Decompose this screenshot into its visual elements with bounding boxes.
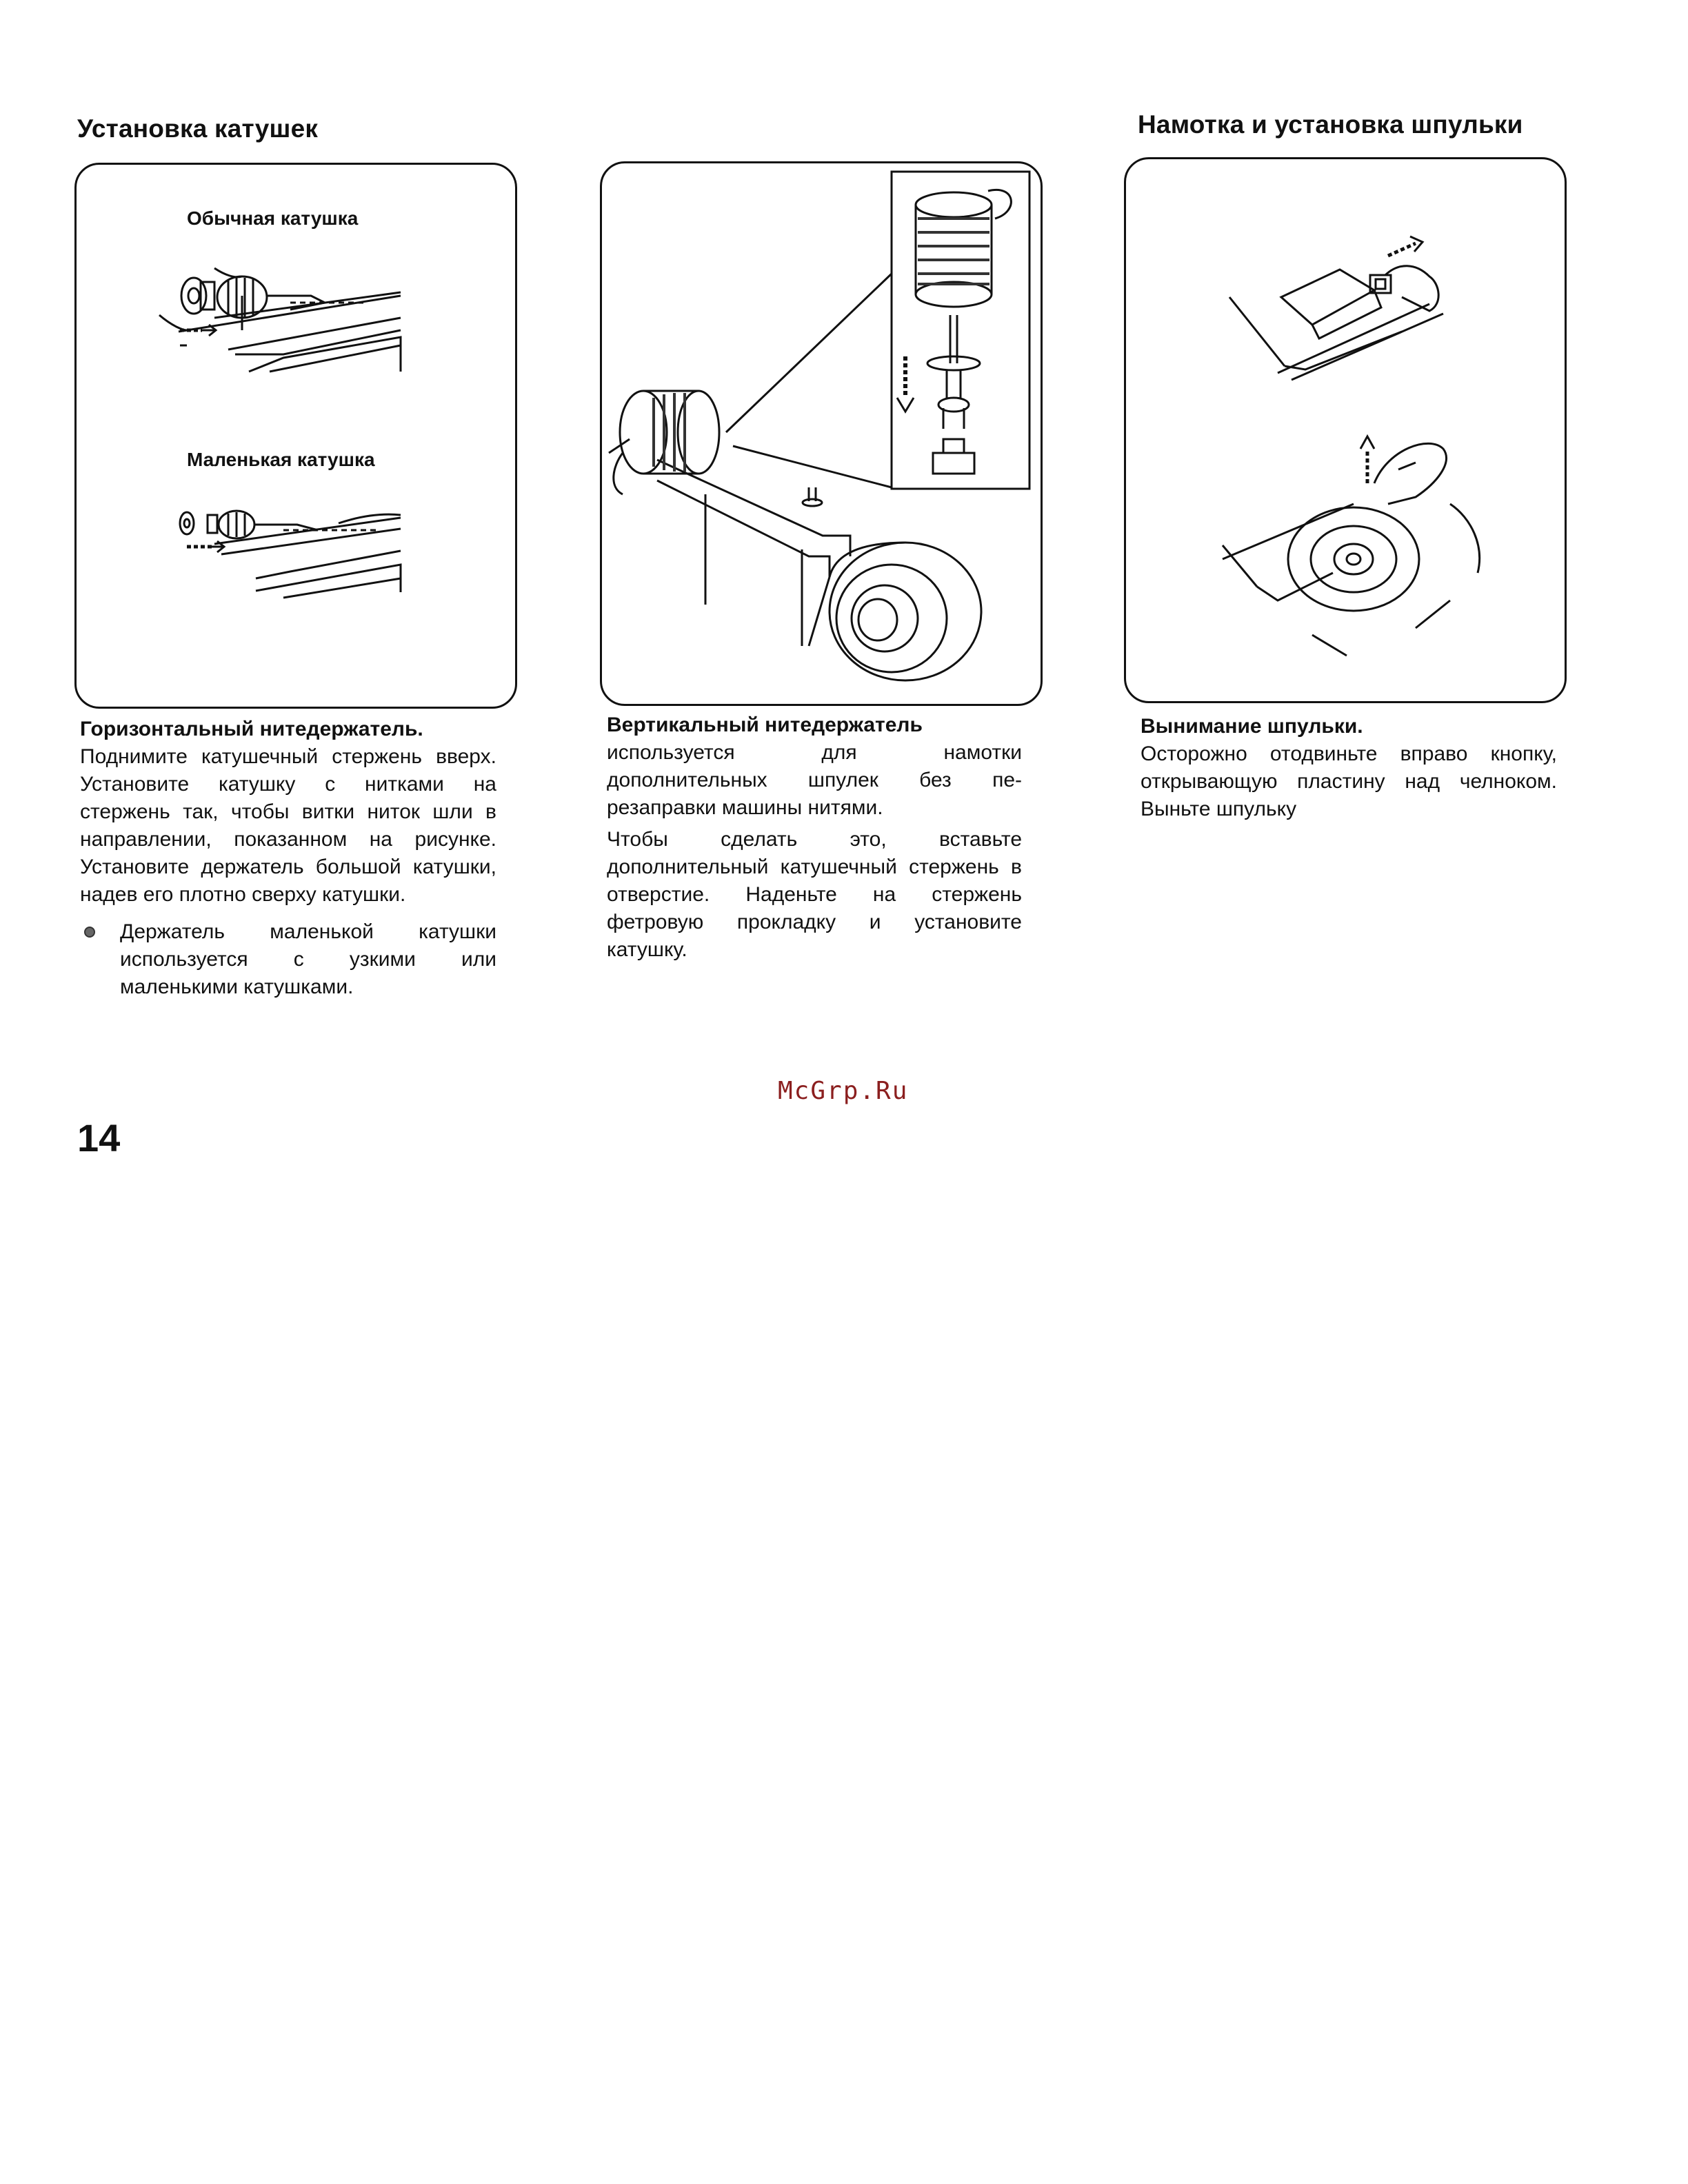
caption-normal-spool: Обычная катушка <box>187 208 359 229</box>
bullet-dot-icon <box>84 927 95 938</box>
bullet-text: Держатель маленькой катушки используется с узкими или маленькими катушками. <box>120 920 496 998</box>
text-column-middle <box>607 711 1022 964</box>
watermark: McGrp.Ru <box>778 1077 909 1105</box>
text-column-left <box>80 716 496 1001</box>
paragraph-vertical-holder-1: используется для намотки дополнительных шпулек без пе-резаправки машины нитями. <box>607 741 1022 819</box>
bullet-small-spool <box>80 918 496 1001</box>
page-number: 14 <box>77 1116 121 1160</box>
spool-illustrations <box>77 165 515 707</box>
bobbin-illustration <box>1126 159 1565 701</box>
figure-bobbin-removal <box>1124 157 1567 703</box>
section-title-spool-installation: Установка катушек <box>77 114 319 143</box>
paragraph-bobbin-removal: Осторожно отодвиньте вправо кнопку, открывающую пластину над челноком. Выньте шпульку <box>1141 742 1557 820</box>
heading-bobbin-removal: Вынимание шпульки. <box>1141 715 1363 738</box>
section-title-bobbin-winding: Намотка и установка шпульки <box>1138 110 1523 139</box>
paragraph-horizontal-holder: Поднимите катушечный стержень вверх. Установите катушку с нитками на стержень так, чтобы витки ниток шли в направлении, показанном на рисунке. Установите держатель большой катушки, надев его плотно сверху катушки. <box>80 745 496 906</box>
heading-vertical-holder: Вертикальный нитедержатель <box>607 714 923 736</box>
paragraph-vertical-holder-2: Чтобы сделать это, вставьте дополнительный катушечный стержень в отверстие. Наденьте на стержень фетровую прокладку и установите катушку. <box>607 828 1022 961</box>
figure-vertical-spool-pin <box>600 161 1043 706</box>
text-column-right <box>1141 713 1557 823</box>
caption-small-spool: Маленькая катушка <box>187 449 375 470</box>
heading-horizontal-holder: Горизонтальный нитедержатель. <box>80 718 423 740</box>
vertical-pin-illustration <box>602 163 1041 704</box>
figure-spool-holders <box>74 163 517 709</box>
